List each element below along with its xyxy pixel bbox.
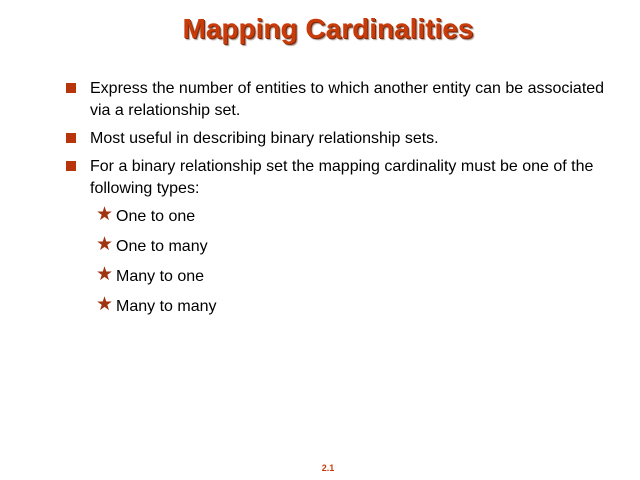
slide-title: Mapping Cardinalities: [182, 13, 474, 44]
square-bullet-icon: [66, 83, 76, 93]
sub-bullet-item: [96, 203, 216, 228]
sub-bullet-text: One to one: [116, 208, 196, 225]
square-bullet-icon: [66, 161, 76, 171]
star-icon: ★: [96, 203, 114, 225]
page-number: 2.1: [321, 463, 335, 473]
bullet-item: [66, 78, 606, 122]
bullet-text: For a binary relationship set the mapping cardinality must be one of the following types:: [90, 158, 594, 197]
star-icon: ★: [96, 233, 114, 255]
sub-bullet-text: Many to one: [116, 268, 205, 285]
sub-bullet-item: [96, 263, 216, 288]
bullet-text: Most useful in describing binary relationship sets.: [90, 130, 439, 147]
sub-bullet-text: Many to many: [116, 298, 217, 315]
square-bullet-icon: [66, 133, 76, 143]
bullet-list: [66, 78, 606, 206]
sub-bullet-item: [96, 233, 216, 258]
sub-bullet-item: [96, 293, 217, 318]
bullet-text: Express the number of entities to which another entity can be associated via a relationship set.: [90, 80, 605, 119]
star-icon: ★: [96, 293, 114, 315]
bullet-item: [66, 156, 606, 200]
sub-bullet-text: One to many: [116, 238, 208, 255]
bullet-item: [66, 128, 606, 150]
cardinality-types-list: [96, 203, 217, 326]
star-icon: ★: [96, 263, 114, 285]
